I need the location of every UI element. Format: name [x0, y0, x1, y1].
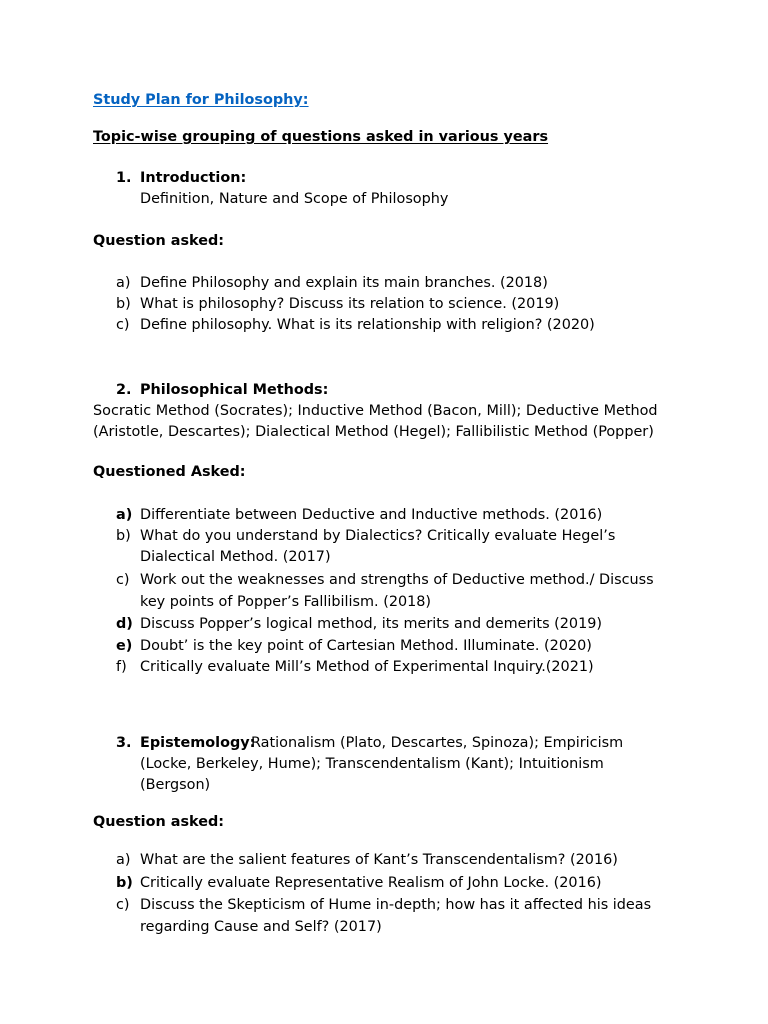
section-2-number: 2.: [116, 382, 132, 398]
section-3-number: 3.: [116, 735, 132, 751]
list-item-marker: b): [116, 528, 131, 544]
list-item-marker: a): [116, 275, 131, 291]
list-item: Work out the weaknesses and strengths of Deductive method./ Discuss: [140, 572, 654, 588]
list-item: Discuss Popper’s logical method, its merits and demerits (2019): [140, 616, 602, 632]
list-item-marker: a): [116, 507, 133, 523]
section-3-heading: Epistemology:: [140, 735, 256, 751]
list-item-marker: b): [116, 875, 133, 891]
list-item: Discuss the Skepticism of Hume in-depth; how has it affected his ideas: [140, 897, 652, 913]
list-item-continuation: key points of Popper’s Fallibilism. (2018): [140, 594, 432, 610]
list-item-marker: d): [116, 616, 133, 632]
list-item-marker: c): [116, 572, 130, 588]
section-1-subheading: Definition, Nature and Scope of Philosophy: [140, 191, 449, 207]
list-item: What do you understand by Dialectics? Critically evaluate Hegel’s: [140, 528, 616, 544]
section-1-number: 1.: [116, 170, 132, 186]
list-item: Define Philosophy and explain its main branches. (2018): [140, 275, 548, 291]
list-item-marker: a): [116, 852, 131, 868]
list-item-marker: c): [116, 317, 130, 333]
list-item: Define philosophy. What is its relationship with religion? (2020): [140, 317, 595, 333]
section-1-heading: Introduction:: [140, 170, 247, 186]
section-2-description: (Aristotle, Descartes); Dialectical Method (Hegel); Fallibilistic Method (Popper): [93, 424, 654, 440]
section-1-question-label: Question asked:: [93, 233, 225, 249]
document-title: Study Plan for Philosophy:: [93, 92, 309, 108]
list-item-continuation: regarding Cause and Self? (2017): [140, 919, 382, 935]
section-2-description: Socratic Method (Socrates); Inductive Method (Bacon, Mill); Deductive Method: [93, 403, 658, 419]
list-item-marker: b): [116, 296, 131, 312]
section-3-description: (Locke, Berkeley, Hume); Transcendentalism (Kant); Intuitionism: [140, 756, 604, 772]
list-item-continuation: Dialectical Method. (2017): [140, 549, 331, 565]
list-item: What are the salient features of Kant’s Transcendentalism? (2016): [140, 852, 618, 868]
section-2-heading: Philosophical Methods:: [140, 382, 329, 398]
section-3-question-label: Question asked:: [93, 814, 225, 830]
list-item-marker: f): [116, 659, 127, 675]
section-3-description: (Bergson): [140, 777, 211, 793]
list-item-marker: e): [116, 638, 133, 654]
list-item: Differentiate between Deductive and Inductive methods. (2016): [140, 507, 603, 523]
list-item: Doubt’ is the key point of Cartesian Method. Illuminate. (2020): [140, 638, 592, 654]
document-subtitle: Topic-wise grouping of questions asked in various years: [93, 129, 549, 145]
list-item-marker: c): [116, 897, 130, 913]
list-item: Critically evaluate Representative Realism of John Locke. (2016): [140, 875, 602, 891]
list-item: What is philosophy? Discuss its relation to science. (2019): [140, 296, 560, 312]
section-2-question-label: Questioned Asked:: [93, 464, 246, 480]
section-3-description: Rationalism (Plato, Descartes, Spinoza); Empiricism: [251, 735, 624, 751]
list-item: Critically evaluate Mill’s Method of Experimental Inquiry.(2021): [140, 659, 594, 675]
